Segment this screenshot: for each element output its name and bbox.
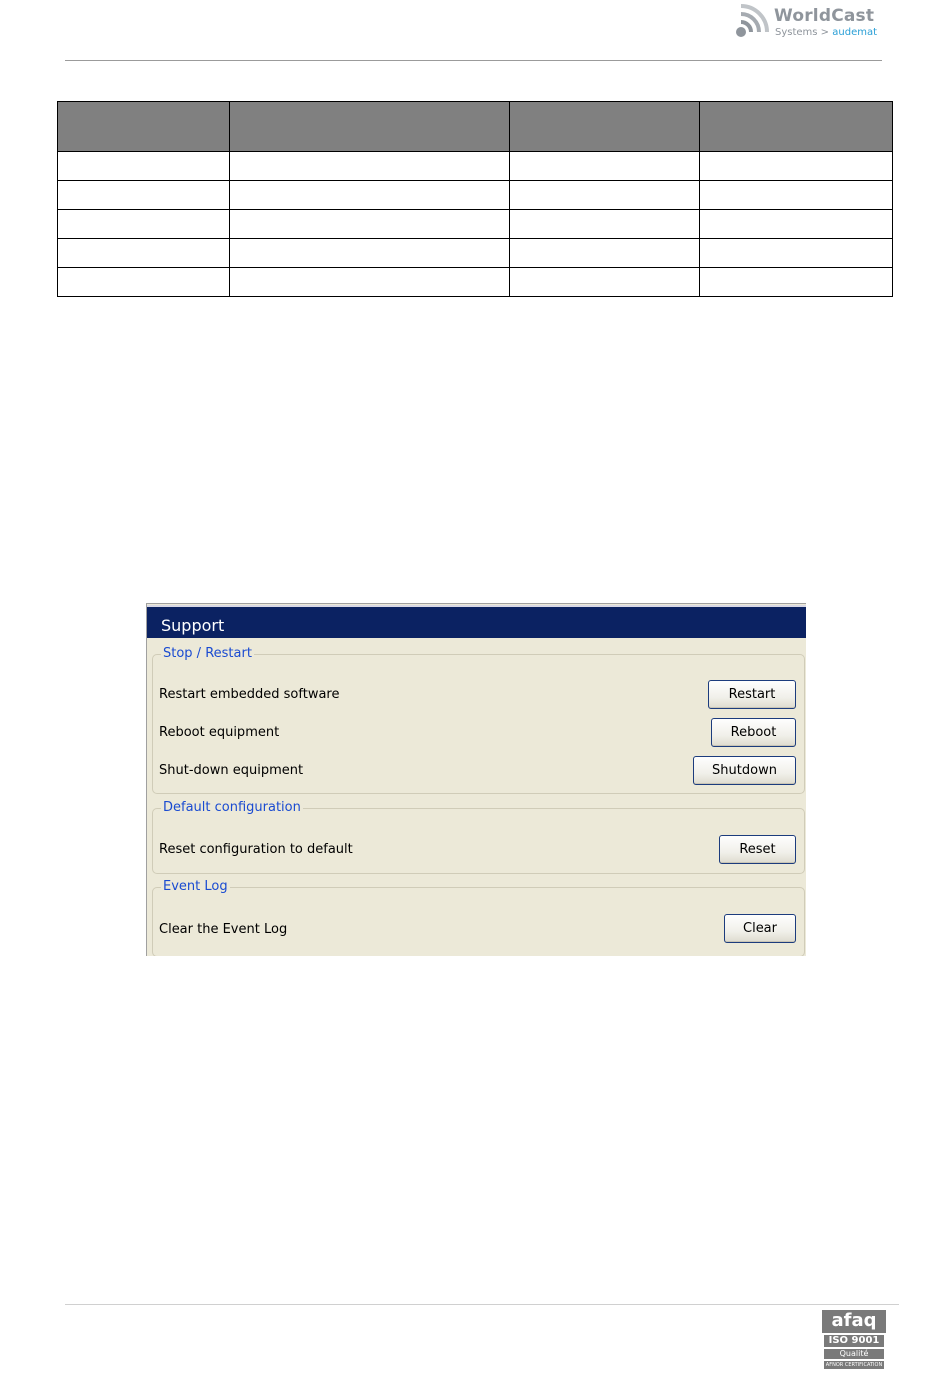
brand-subtitle: Systems > audemat bbox=[775, 27, 878, 38]
brand-name: WorldCast bbox=[774, 6, 875, 26]
footer-divider bbox=[65, 1304, 899, 1305]
table-row bbox=[58, 210, 893, 239]
table-row bbox=[58, 239, 893, 268]
stop-restart-legend: Stop / Restart bbox=[163, 646, 252, 661]
reboot-equipment-label: Reboot equipment bbox=[159, 725, 280, 740]
table-row bbox=[58, 152, 893, 181]
table-row bbox=[58, 181, 893, 210]
afaq-badge-main: afaq bbox=[822, 1310, 886, 1333]
reset-config-label: Reset configuration to default bbox=[159, 842, 353, 857]
table-header-row bbox=[58, 102, 893, 152]
worldcast-signal-icon bbox=[726, 2, 774, 48]
afaq-certification-badge bbox=[822, 1310, 886, 1370]
restart-button[interactable]: Restart bbox=[708, 680, 796, 709]
reboot-button[interactable]: Reboot bbox=[711, 718, 796, 747]
header-divider bbox=[65, 60, 882, 61]
support-title: Support bbox=[147, 605, 806, 638]
default-config-legend: Default configuration bbox=[163, 800, 301, 815]
table-row bbox=[58, 268, 893, 297]
reset-button[interactable]: Reset bbox=[719, 835, 796, 864]
clear-event-log-label: Clear the Event Log bbox=[159, 922, 288, 937]
table-header-cell bbox=[58, 102, 230, 152]
shutdown-button[interactable]: Shutdown bbox=[693, 756, 796, 785]
table-header-cell bbox=[229, 102, 510, 152]
event-log-group bbox=[152, 879, 805, 956]
event-log-legend: Event Log bbox=[163, 879, 228, 894]
spec-table bbox=[57, 101, 893, 297]
restart-software-label: Restart embedded software bbox=[159, 687, 340, 702]
default-config-group bbox=[152, 800, 805, 874]
afaq-badge-cert: AFNOR CERTIFICATION bbox=[825, 1362, 883, 1368]
stop-restart-group bbox=[152, 646, 805, 794]
afaq-badge-quality: Qualité bbox=[824, 1349, 884, 1359]
support-panel bbox=[146, 603, 806, 956]
table-header-cell bbox=[510, 102, 700, 152]
table-header-cell bbox=[700, 102, 893, 152]
clear-button[interactable]: Clear bbox=[724, 914, 796, 943]
shutdown-equipment-label: Shut-down equipment bbox=[159, 763, 304, 778]
afaq-badge-iso: ISO 9001 bbox=[824, 1335, 884, 1347]
worldcast-logo bbox=[726, 2, 886, 48]
